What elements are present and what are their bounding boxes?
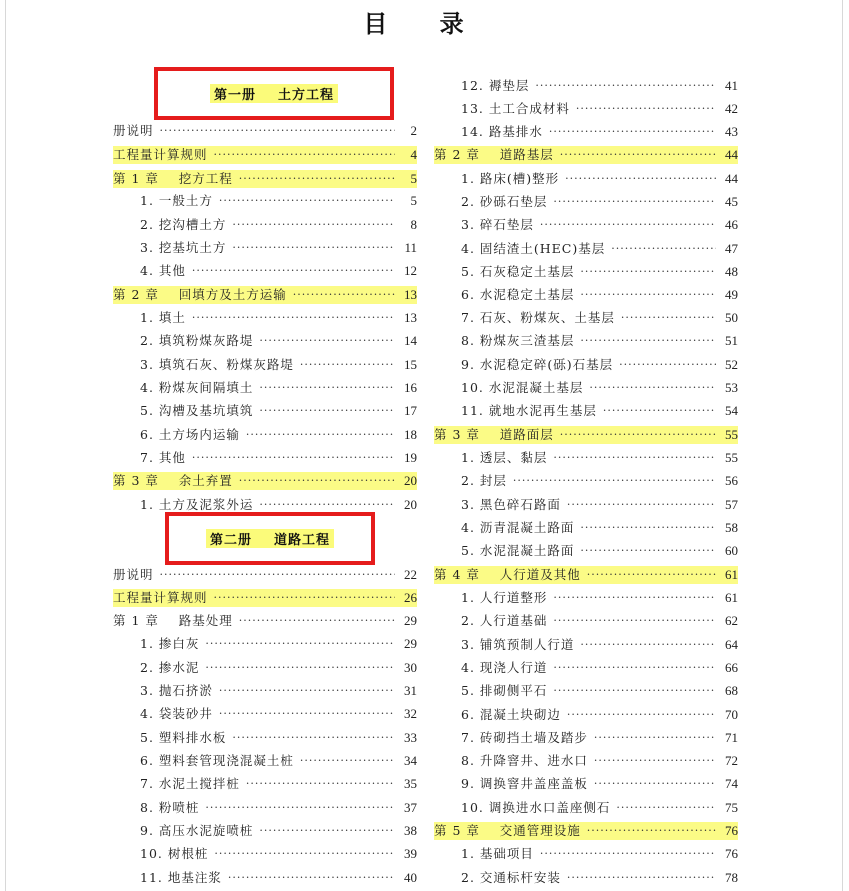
dot-leader xyxy=(239,472,395,490)
toc-item-row[interactable] xyxy=(461,542,738,560)
toc-entry-label: 8. 升降窨井、进水口 xyxy=(461,753,588,768)
toc-entry-label: 9. 高压水泥旋喷桩 xyxy=(140,823,254,838)
toc-entry-label: 5. 沟槽及基坑填筑 xyxy=(140,403,254,418)
toc-entry-label: 3. 抛石挤淤 xyxy=(140,683,213,698)
toc-page-number: 42 xyxy=(725,101,738,116)
toc-item-row[interactable] xyxy=(461,869,738,887)
dot-leader xyxy=(549,123,716,141)
toc-page-number: 38 xyxy=(404,823,417,838)
toc-page-number: 49 xyxy=(725,287,738,302)
toc-page-number: 64 xyxy=(725,637,738,652)
toc-item-row[interactable] xyxy=(461,706,738,724)
toc-item-row[interactable] xyxy=(140,635,417,653)
toc-page-number: 32 xyxy=(404,706,417,721)
toc-page-number: 8 xyxy=(410,217,417,232)
toc-item-row[interactable] xyxy=(140,216,417,234)
toc-entry-label: 1. 土方及泥浆外运 xyxy=(140,497,254,512)
toc-entry-label: 4. 其他 xyxy=(140,263,186,278)
dot-leader xyxy=(576,100,716,118)
toc-page-number: 22 xyxy=(404,567,417,582)
toc-item-row[interactable] xyxy=(461,752,738,770)
toc-entry-label: 7. 其他 xyxy=(140,450,186,465)
toc-entry-label: 1. 掺白灰 xyxy=(140,636,200,651)
dot-leader xyxy=(232,729,395,747)
toc-item-row[interactable] xyxy=(461,77,738,95)
toc-page-number: 74 xyxy=(725,776,738,791)
toc-page-number: 54 xyxy=(725,403,738,418)
toc-item-row[interactable] xyxy=(461,472,738,490)
dot-leader xyxy=(214,845,395,863)
toc-entry-label: 2. 交通标杆安装 xyxy=(461,870,561,885)
toc-item-row[interactable] xyxy=(140,379,417,397)
toc-item-row[interactable] xyxy=(140,682,417,700)
toc-entry-label: 3. 黑色碎石路面 xyxy=(461,497,561,512)
page-title: 目 录 xyxy=(363,10,486,38)
toc-page-number: 66 xyxy=(725,660,738,675)
toc-page-number: 40 xyxy=(404,870,417,885)
toc-page-number: 76 xyxy=(725,846,738,861)
toc-page-number: 31 xyxy=(404,683,417,698)
toc-page-number: 29 xyxy=(404,636,417,651)
dot-leader xyxy=(580,332,716,350)
toc-entry-label: 4. 沥青混凝土路面 xyxy=(461,520,575,535)
toc-item-row[interactable] xyxy=(461,100,738,118)
toc-page-number: 78 xyxy=(725,870,738,885)
toc-page-number: 44 xyxy=(725,147,738,162)
toc-chapter-row[interactable] xyxy=(434,566,738,584)
toc-page-number: 18 xyxy=(404,427,417,442)
toc-item-row[interactable] xyxy=(140,449,417,467)
toc-entry-label: 工程量计算规则 xyxy=(113,147,208,162)
toc-item-row[interactable] xyxy=(461,123,738,141)
toc-page-number: 17 xyxy=(404,403,417,418)
toc-entry-label: 4. 现浇人行道 xyxy=(461,660,548,675)
dot-leader xyxy=(616,799,716,817)
dot-leader xyxy=(603,402,716,420)
toc-item-row[interactable] xyxy=(461,379,738,397)
dot-leader xyxy=(259,379,395,397)
toc-row[interactable] xyxy=(113,612,417,630)
toc-item-row[interactable] xyxy=(461,216,738,234)
toc-page-number: 45 xyxy=(725,194,738,209)
toc-item-row[interactable] xyxy=(461,286,738,304)
dot-leader xyxy=(205,659,395,677)
toc-entry-label: 9. 调换窨井盖座盖板 xyxy=(461,776,588,791)
dot-leader xyxy=(611,240,716,258)
dot-leader xyxy=(567,706,716,724)
toc-page-number: 41 xyxy=(725,78,738,93)
toc-page-number: 34 xyxy=(404,753,417,768)
dot-leader xyxy=(219,682,395,700)
toc-page-number: 57 xyxy=(725,497,738,512)
toc-entry-label: 3. 铺筑预制人行道 xyxy=(461,637,575,652)
toc-page-number: 39 xyxy=(404,846,417,861)
toc-item-row[interactable] xyxy=(461,775,738,793)
volume-2-heading xyxy=(165,512,375,565)
dot-leader xyxy=(553,589,716,607)
toc-page-number: 13 xyxy=(404,287,417,302)
dot-leader xyxy=(540,216,716,234)
dot-leader xyxy=(259,402,395,420)
toc-chapter-row[interactable] xyxy=(113,589,417,607)
toc-entry-label: 7. 水泥土搅拌桩 xyxy=(140,776,240,791)
toc-entry-label: 1. 路床(槽)整形 xyxy=(461,171,560,186)
toc-entry-label: 4. 袋装砂井 xyxy=(140,706,213,721)
toc-item-row[interactable] xyxy=(140,262,417,280)
toc-entry-label: 3. 填筑石灰、粉煤灰路堤 xyxy=(140,357,294,372)
toc-page-number: 76 xyxy=(725,823,738,838)
toc-entry-label: 14. 路基排水 xyxy=(461,124,543,139)
toc-entry-label: 工程量计算规则 xyxy=(113,590,208,605)
dot-leader xyxy=(535,77,716,95)
toc-entry-label: 6. 塑料套管现浇混凝土桩 xyxy=(140,753,294,768)
toc-item-row[interactable] xyxy=(140,705,417,723)
dot-leader xyxy=(580,263,716,281)
dot-leader xyxy=(580,286,716,304)
toc-chapter-row[interactable] xyxy=(434,822,738,840)
toc-item-row[interactable] xyxy=(140,496,417,514)
dot-leader xyxy=(587,566,716,584)
dot-leader xyxy=(567,496,716,514)
toc-item-row[interactable] xyxy=(461,729,738,747)
toc-item-row[interactable] xyxy=(140,332,417,350)
toc-chapter-row[interactable] xyxy=(113,472,417,490)
toc-page-number: 62 xyxy=(725,613,738,628)
dot-leader xyxy=(560,426,716,444)
toc-item-row[interactable] xyxy=(140,659,417,677)
toc-page-number: 56 xyxy=(725,473,738,488)
dot-leader xyxy=(553,659,716,677)
toc-entry-label: 12. 褥垫层 xyxy=(461,78,530,93)
toc-page-number: 70 xyxy=(725,707,738,722)
dot-leader xyxy=(192,309,395,327)
dot-leader xyxy=(192,262,395,280)
dot-leader xyxy=(232,239,395,257)
toc-page-number: 2 xyxy=(410,123,417,138)
toc-page-number: 20 xyxy=(404,497,417,512)
dot-leader xyxy=(228,869,395,887)
toc-page-number: 51 xyxy=(725,333,738,348)
toc-page-number: 52 xyxy=(725,357,738,372)
toc-page-number: 12 xyxy=(404,263,417,278)
toc-entry-label: 6. 混凝土块砌边 xyxy=(461,707,561,722)
toc-entry-label: 第 1 章 挖方工程 xyxy=(113,171,233,186)
toc-entry-label: 8. 粉煤灰三渣基层 xyxy=(461,333,575,348)
toc-entry-label: 第 1 章 路基处理 xyxy=(113,613,233,628)
toc-entry-label: 册说明 xyxy=(113,567,154,582)
toc-page-number: 16 xyxy=(404,380,417,395)
dot-leader xyxy=(300,752,395,770)
toc-row[interactable] xyxy=(113,122,417,140)
toc-item-row[interactable] xyxy=(461,193,738,211)
toc-item-row[interactable] xyxy=(140,845,417,863)
dot-leader xyxy=(553,449,716,467)
toc-page-number: 20 xyxy=(404,473,417,488)
toc-item-row[interactable] xyxy=(461,519,738,537)
toc-entry-label: 6. 土方场内运输 xyxy=(140,427,240,442)
dot-leader xyxy=(246,426,395,444)
toc-item-row[interactable] xyxy=(140,729,417,747)
dot-leader xyxy=(239,612,395,630)
toc-entry-label: 第 5 章 交通管理设施 xyxy=(434,823,581,838)
toc-entry-label: 第 3 章 余土弃置 xyxy=(113,473,233,488)
dot-leader xyxy=(205,799,395,817)
dot-leader xyxy=(219,192,395,210)
toc-entry-label: 5. 塑料排水板 xyxy=(140,730,227,745)
dot-leader xyxy=(259,332,395,350)
toc-entry-label: 1. 基础项目 xyxy=(461,846,534,861)
toc-entry-label: 2. 人行道基础 xyxy=(461,613,548,628)
toc-item-row[interactable] xyxy=(140,402,417,420)
toc-item-row[interactable] xyxy=(461,263,738,281)
toc-page-number: 61 xyxy=(725,590,738,605)
toc-item-row[interactable] xyxy=(140,192,417,210)
toc-item-row[interactable] xyxy=(461,332,738,350)
dot-leader xyxy=(192,449,395,467)
toc-page-number: 5 xyxy=(410,193,417,208)
toc-item-row[interactable] xyxy=(461,402,738,420)
toc-entry-label: 3. 挖基坑土方 xyxy=(140,240,227,255)
dot-leader xyxy=(214,589,395,607)
toc-chapter-row[interactable] xyxy=(113,170,417,188)
toc-item-row[interactable] xyxy=(461,170,738,188)
toc-page-number: 72 xyxy=(725,753,738,768)
toc-chapter-row[interactable] xyxy=(113,286,417,304)
toc-item-row[interactable] xyxy=(461,659,738,677)
dot-leader xyxy=(239,170,395,188)
toc-entry-label: 7. 砖砌挡土墙及踏步 xyxy=(461,730,588,745)
toc-entry-label: 8. 粉喷桩 xyxy=(140,800,200,815)
dot-leader xyxy=(259,496,395,514)
toc-page-number: 15 xyxy=(404,357,417,372)
dot-leader xyxy=(205,635,395,653)
toc-chapter-row[interactable] xyxy=(434,426,738,444)
toc-item-row[interactable] xyxy=(140,869,417,887)
toc-entry-label: 2. 掺水泥 xyxy=(140,660,200,675)
toc-entry-label: 第 2 章 回填方及土方运输 xyxy=(113,287,287,302)
dot-leader xyxy=(259,822,395,840)
toc-page-number: 58 xyxy=(725,520,738,535)
dot-leader xyxy=(567,869,716,887)
toc-page-number: 14 xyxy=(404,333,417,348)
volume-1-label: 第一册 土方工程 xyxy=(210,84,338,103)
toc-item-row[interactable] xyxy=(461,845,738,863)
toc-entry-label: 1. 透层、黏层 xyxy=(461,450,548,465)
toc-page-number: 33 xyxy=(404,730,417,745)
dot-leader xyxy=(621,309,716,327)
toc-page-number: 48 xyxy=(725,264,738,279)
toc-page-number: 5 xyxy=(410,171,417,186)
toc-item-row[interactable] xyxy=(140,356,417,374)
toc-item-row[interactable] xyxy=(461,496,738,514)
dot-leader xyxy=(214,146,395,164)
toc-entry-label: 10. 调换进水口盖座侧石 xyxy=(461,800,611,815)
toc-item-row[interactable] xyxy=(461,589,738,607)
dot-leader xyxy=(160,566,395,584)
toc-item-row[interactable] xyxy=(140,775,417,793)
toc-page-number: 61 xyxy=(725,567,738,582)
toc-page-number: 37 xyxy=(404,800,417,815)
toc-entry-label: 10. 树根桩 xyxy=(140,846,209,861)
dot-leader xyxy=(553,612,716,630)
toc-item-row[interactable] xyxy=(140,799,417,817)
dot-leader xyxy=(594,729,716,747)
toc-item-row[interactable] xyxy=(140,752,417,770)
dot-leader xyxy=(219,705,395,723)
toc-entry-label: 1. 人行道整形 xyxy=(461,590,548,605)
toc-item-row[interactable] xyxy=(461,682,738,700)
toc-page-number: 47 xyxy=(725,241,738,256)
dot-leader xyxy=(540,845,716,863)
dot-leader xyxy=(513,472,716,490)
toc-item-row[interactable] xyxy=(140,239,417,257)
toc-page-number: 26 xyxy=(404,590,417,605)
toc-entry-label: 3. 碎石垫层 xyxy=(461,217,534,232)
toc-page-number: 55 xyxy=(725,427,738,442)
toc-page-number: 4 xyxy=(410,147,417,162)
toc-entry-label: 1. 一般土方 xyxy=(140,193,213,208)
toc-page-number: 55 xyxy=(725,450,738,465)
dot-leader xyxy=(553,682,716,700)
toc-item-row[interactable] xyxy=(140,822,417,840)
dot-leader xyxy=(232,216,395,234)
toc-item-row[interactable] xyxy=(461,356,738,374)
toc-page-number: 53 xyxy=(725,380,738,395)
toc-entry-label: 4. 粉煤灰间隔填土 xyxy=(140,380,254,395)
toc-entry-label: 5. 水泥混凝土路面 xyxy=(461,543,575,558)
dot-leader xyxy=(580,519,716,537)
toc-page-number: 68 xyxy=(725,683,738,698)
toc-entry-label: 第 2 章 道路基层 xyxy=(434,147,554,162)
toc-entry-label: 6. 水泥稳定土基层 xyxy=(461,287,575,302)
toc-item-row[interactable] xyxy=(461,240,738,258)
toc-item-row[interactable] xyxy=(461,799,738,817)
dot-leader xyxy=(589,379,716,397)
volume-2-label: 第二册 道路工程 xyxy=(206,529,334,548)
toc-entry-label: 9. 水泥稳定碎(砾)石基层 xyxy=(461,357,614,372)
toc-entry-label: 4. 固结渣土(HEC)基层 xyxy=(461,241,606,256)
toc-item-row[interactable] xyxy=(461,612,738,630)
toc-page-number: 29 xyxy=(404,613,417,628)
toc-page-number: 46 xyxy=(725,217,738,232)
toc-entry-label: 5. 石灰稳定土基层 xyxy=(461,264,575,279)
toc-entry-label: 第 4 章 人行道及其他 xyxy=(434,567,581,582)
toc-entry-label: 1. 填土 xyxy=(140,310,186,325)
toc-page-number: 60 xyxy=(725,543,738,558)
toc-entry-label: 第 3 章 道路面层 xyxy=(434,427,554,442)
toc-page-number: 43 xyxy=(725,124,738,139)
toc-entry-label: 2. 砂砾石垫层 xyxy=(461,194,548,209)
dot-leader xyxy=(553,193,716,211)
toc-entry-label: 13. 土工合成材料 xyxy=(461,101,570,116)
toc-entry-label: 册说明 xyxy=(113,123,154,138)
toc-page-number: 50 xyxy=(725,310,738,325)
toc-item-row[interactable] xyxy=(140,309,417,327)
toc-chapter-row[interactable] xyxy=(434,146,738,164)
toc-entry-label: 7. 石灰、粉煤灰、土基层 xyxy=(461,310,615,325)
toc-page-number: 13 xyxy=(404,310,417,325)
toc-entry-label: 11. 地基注浆 xyxy=(140,870,222,885)
toc-entry-label: 2. 封层 xyxy=(461,473,507,488)
toc-page-number: 75 xyxy=(725,800,738,815)
toc-page-number: 35 xyxy=(404,776,417,791)
toc-entry-label: 5. 排砌侧平石 xyxy=(461,683,548,698)
dot-leader xyxy=(246,775,395,793)
dot-leader xyxy=(594,775,716,793)
toc-entry-label: 11. 就地水泥再生基层 xyxy=(461,403,597,418)
toc-page-number: 30 xyxy=(404,660,417,675)
toc-entry-label: 10. 水泥混凝土基层 xyxy=(461,380,584,395)
toc-item-row[interactable] xyxy=(140,426,417,444)
toc-page-number: 11 xyxy=(404,240,417,255)
volume-1-heading xyxy=(154,67,394,120)
dot-leader xyxy=(565,170,716,188)
toc-page-number: 71 xyxy=(725,730,738,745)
toc-entry-label: 2. 填筑粉煤灰路堤 xyxy=(140,333,254,348)
toc-item-row[interactable] xyxy=(461,309,738,327)
dot-leader xyxy=(580,636,716,654)
toc-row[interactable] xyxy=(113,566,417,584)
toc-page-number: 44 xyxy=(725,171,738,186)
dot-leader xyxy=(160,122,395,140)
toc-chapter-row[interactable] xyxy=(113,146,417,164)
toc-entry-label: 2. 挖沟槽土方 xyxy=(140,217,227,232)
toc-page-number: 19 xyxy=(404,450,417,465)
toc-item-row[interactable] xyxy=(461,449,738,467)
dot-leader xyxy=(293,286,395,304)
toc-item-row[interactable] xyxy=(461,636,738,654)
dot-leader xyxy=(619,356,716,374)
dot-leader xyxy=(587,822,716,840)
dot-leader xyxy=(560,146,716,164)
dot-leader xyxy=(594,752,716,770)
dot-leader xyxy=(300,356,395,374)
dot-leader xyxy=(580,542,716,560)
